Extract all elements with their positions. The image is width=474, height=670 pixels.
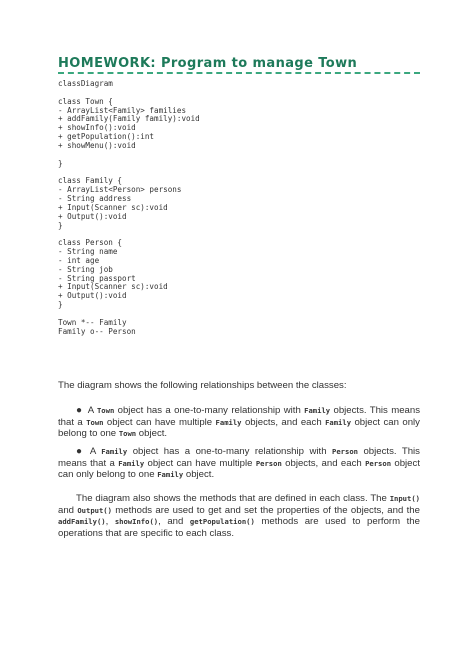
text-run: , [105,516,115,527]
code-term: addFamily() [58,517,106,526]
text-run: and [58,504,78,516]
code-term: Town [86,417,104,427]
code-line: - String name [58,247,118,257]
text-run: object can only belong to one [58,416,420,439]
text-run: object has a one-to-many relationship with [127,446,333,457]
code-line: class Person { [58,238,123,248]
code-line: Family o-- Person [58,326,136,336]
code-term: Person [255,458,282,468]
text-run: object can have multiple [144,457,256,469]
code-term: getPopulation() [189,517,255,526]
methods-paragraph [58,493,420,539]
text-run: objects. This means that a [58,446,420,469]
text-run: object has a one-to-many relationship with [114,405,305,416]
text-run: The diagram also shows the methods that are defined in each class. The [76,493,390,504]
code-line: + Input(Scanner sc):void [58,202,168,212]
code-line: + getPopulation():int [58,132,155,142]
code-term: Person [365,458,392,468]
code-line: } [58,158,63,168]
code-line: + Output():void [58,211,127,221]
page-title: HOMEWORK: Program to manage Town [58,56,358,71]
code-term: Family [325,417,352,427]
text-run: objects, and each [241,416,326,428]
bullet-icon: ● [76,446,85,457]
code-term: showInfo() [114,517,159,526]
code-line: classDiagram [58,79,113,88]
relationships-intro: The diagram shows the following relationships between the classes: [58,380,347,391]
code-line: - String address [58,193,132,203]
text-run: methods are used to perform the operations that are specific to each class. [58,516,420,539]
text-run: A [87,405,97,416]
code-line: - int age [58,255,100,265]
text-run: object can only belong to one [58,457,420,480]
bullet-town-family [58,405,420,440]
bullet-family-person [58,446,420,481]
text-run: object. [136,428,168,439]
code-line: - ArrayList<Family> families [58,105,187,115]
code-term: Family [215,417,242,427]
code-term: Family [157,470,184,479]
text-run: object. [183,469,215,480]
bullet-icon: ● [76,405,83,416]
code-term: Person [332,447,358,456]
text-run: object can have multiple [103,416,216,428]
code-line: + Input(Scanner sc):void [58,282,168,292]
code-line: class Town { [58,96,113,106]
code-line: + showInfo():void [58,123,136,133]
text-run: A [89,446,102,457]
code-line: + Output():void [58,291,127,301]
text-run: objects, and each [281,457,366,469]
code-term: Output() [77,505,112,515]
text-run: objects. This means that a [58,405,420,428]
code-line: + showMenu():void [58,140,136,150]
code-term: Family [101,447,128,456]
code-line: - ArrayList<Person> persons [58,185,182,195]
code-term: Input() [389,494,420,503]
code-term: Town [96,406,115,415]
code-line: + addFamily(Family family):void [58,114,200,124]
text-run: , and [158,516,190,527]
code-term: Family [304,406,331,415]
title-underline [58,72,420,74]
code-line: - String passport [58,273,136,283]
code-line: class Family { [58,176,123,186]
code-line: Town *-- Family [58,317,127,327]
text-run: methods are used to get and set the properties of the objects, and the [111,504,420,516]
code-term: Family [118,458,145,468]
code-line: - String job [58,264,113,274]
class-diagram-code [58,80,200,336]
code-line: } [58,220,63,230]
code-term: Town [118,429,137,438]
code-line: } [58,300,63,310]
